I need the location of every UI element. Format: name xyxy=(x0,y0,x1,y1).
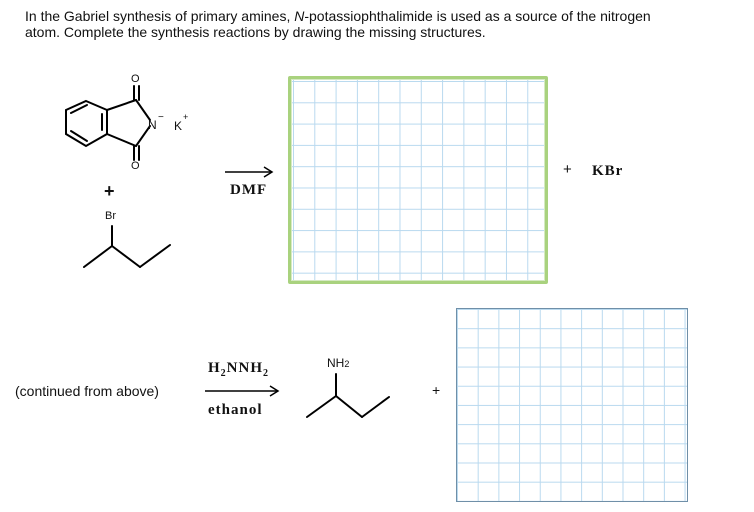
oxygen-top-label: O xyxy=(131,73,140,85)
product-plus: + xyxy=(432,382,441,398)
amine-label xyxy=(327,356,349,370)
arrow-1 xyxy=(225,167,272,177)
hydrazine-h: H xyxy=(208,360,221,376)
potassium-label: K xyxy=(174,119,183,133)
byproduct-kbr: KBr xyxy=(592,163,624,179)
arrow-2 xyxy=(205,386,278,396)
byproduct-plus: + xyxy=(563,161,572,178)
continued-label: (continued from above) xyxy=(15,383,159,399)
question-line1-a: In the Gabriel synthesis of primary amines, xyxy=(25,8,295,24)
amine-nh: NH xyxy=(327,356,345,370)
bromine-label: Br xyxy=(105,210,116,222)
hydrazine-sub1: 2 xyxy=(220,368,227,379)
drawing-area-1[interactable] xyxy=(288,76,548,284)
amine-sub: 2 xyxy=(344,359,350,369)
reagent-hydrazine xyxy=(208,360,269,379)
potassium-charge: + xyxy=(183,112,189,122)
phthalimide-structure xyxy=(66,86,150,160)
question-italic-n: N xyxy=(294,8,305,24)
butanamine-structure xyxy=(307,374,389,417)
oxygen-bottom-label: O xyxy=(131,160,140,172)
question-line1-b: -potassiophthalimide is used as a source of the nitrogen xyxy=(304,8,651,24)
nitrogen-charge: − xyxy=(158,112,164,123)
question-line2: atom. Complete the synthesis reactions by drawing the missing structures. xyxy=(25,24,486,40)
hydrazine-sub2: 2 xyxy=(263,368,270,379)
drawing-area-2[interactable] xyxy=(456,308,688,502)
hydrazine-nnh: NNH xyxy=(226,360,264,376)
benzene-ring xyxy=(66,101,107,146)
bromobutane-structure xyxy=(84,226,170,267)
nitrogen-label: N xyxy=(148,118,157,132)
reagent-dmf: DMF xyxy=(230,182,268,198)
reactant-plus: + xyxy=(104,181,115,201)
reagent-ethanol: ethanol xyxy=(208,402,263,418)
